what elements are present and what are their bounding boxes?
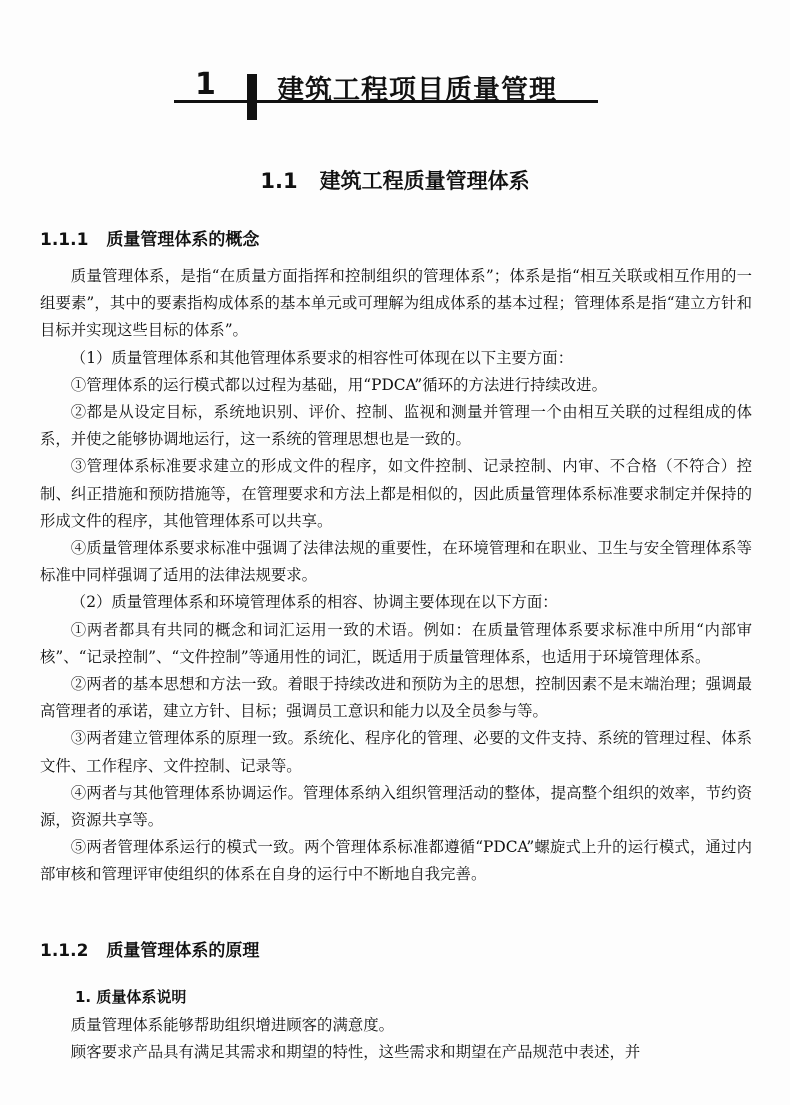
section-number: 1.1 <box>260 169 298 193</box>
paragraph: 质量管理体系，是指“在质量方面指挥和控制组织的管理体系”；体系是指“相互关联或相互作用的一组要素”，其中的要素指构成体系的基本单元或可理解为组成体系的基本过程；管理体系是指“建立方针和目标并实现这些目标的体系”。 <box>40 267 752 340</box>
paragraph: ④两者与其他管理体系协调运作。管理体系纳入组织管理活动的整体，提高整个组织的效率，节约资源，资源共享等。 <box>40 783 752 830</box>
subsection-body <box>40 1012 752 1066</box>
paragraph: ①管理体系的运行模式都以过程为基础，用“PDCA”循环的方法进行持续改进。 <box>70 375 607 394</box>
subsection-number: 1.1.2 <box>40 941 89 961</box>
chapter-number: 1 <box>195 67 216 102</box>
subsection-heading <box>40 938 259 964</box>
paragraph: ②两者的基本思想和方法一致。着眼于持续改进和预防为主的思想，控制因素不是末端治理；强调最高管理者的承诺，建立方针、目标；强调员工意识和能力以及全员参与等。 <box>40 675 752 721</box>
subsection-title: 质量管理体系的概念 <box>106 230 260 250</box>
subsection-number: 1.1.1 <box>40 230 89 250</box>
subsection-title: 质量管理体系的原理 <box>106 941 260 961</box>
paragraph: ②都是从设定目标，系统地识别、评价、控制、监视和测量并管理一个由相互关联的过程组成的体系，并使之能够协调地运行，这一系统的管理思想也是一致的。 <box>40 403 752 449</box>
paragraph: ⑤两者管理体系运行的模式一致。两个管理体系标准都遵循“PDCA”螺旋式上升的运行模式，通过内部审核和管理评审使组织的体系在自身的运行中不断地自我完善。 <box>40 838 752 884</box>
chapter-header <box>0 62 790 132</box>
paragraph: 质量管理体系能够帮助组织增进顾客的满意度。 <box>70 1016 395 1034</box>
chapter-bar <box>247 74 257 120</box>
paragraph: （1）质量管理体系和其他管理体系要求的相容性可体现在以下主要方面： <box>70 348 574 367</box>
paragraph: 顾客要求产品具有满足其需求和期望的特性，这些需求和期望在产品规范中表述，并 <box>70 1043 641 1062</box>
paragraph: ④质量管理体系要求标准中强调了法律法规的重要性，在环境管理和在职业、卫生与安全管理体系等标准中同样强调了适用的法律法规要求。 <box>40 539 752 585</box>
section-heading <box>0 166 790 196</box>
minor-heading: 1. 质量体系说明 <box>75 988 187 1006</box>
paragraph: （2）质量管理体系和环境管理体系的相容、协调主要体现在以下方面： <box>70 593 558 612</box>
paragraph: ③管理体系标准要求建立的形成文件的程序，如文件控制、记录控制、内审、不合格（不符合）控制、纠正措施和预防措施等，在管理要求和方法上都是相似的，因此质量管理体系标准要求制定并保持的形成文件的程序，其他管理体系可以共享。 <box>40 457 752 530</box>
subsection-body <box>40 263 752 889</box>
paragraph: ③两者建立管理体系的原理一致。系统化、程序化的管理、必要的文件支持、系统的管理过程、体系文件、工作程序、文件控制、记录等。 <box>40 729 752 775</box>
chapter-title: 建筑工程项目质量管理 <box>277 75 557 106</box>
section-title: 建筑工程质量管理体系 <box>319 169 530 193</box>
paragraph: ①两者都具有共同的概念和词汇运用一致的术语。例如：在质量管理体系要求标准中所用“内部审核”、“记录控制”、“文件控制”等通用性的词汇，既适用于质量管理体系，也适用于环境管理体系。 <box>40 620 752 666</box>
subsection-heading <box>40 227 259 253</box>
